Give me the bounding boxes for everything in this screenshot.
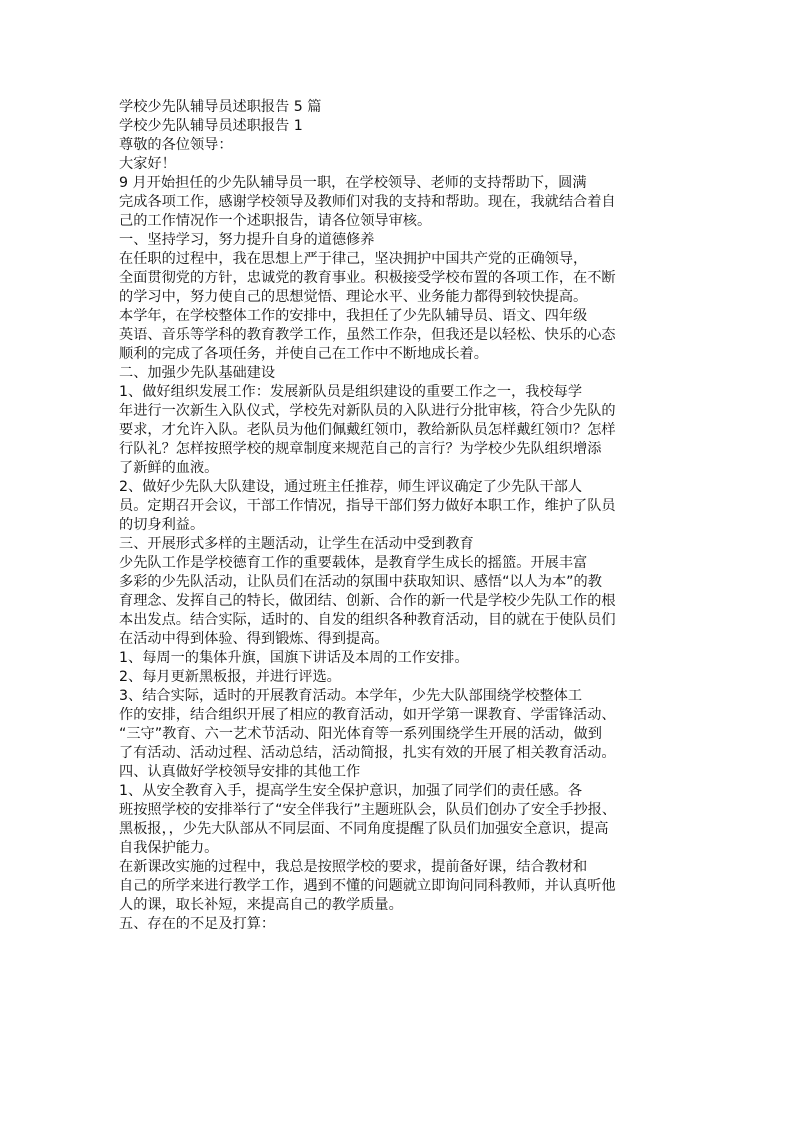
text-line: 2、做好少先队大队建设，通过班主任推荐，师生评议确定了少先队干部人 [119, 479, 583, 495]
text-line: 1、做好组织发展工作：发展新队员是组织建设的重要工作之一，我校每学 [119, 384, 583, 400]
text-line: 在活动中得到体验、得到锻炼、得到提高。 [119, 631, 389, 647]
document-body [119, 98, 679, 934]
text-line: 自己的所学来进行教学工作，遇到不懂的问题就立即询问同科教师，并认真听他 [119, 878, 616, 894]
text-line: 育理念、发挥自己的特长，做团结、创新、合作的新一代是学校少先队工作的根 [119, 593, 616, 609]
text-line: 大家好！ [119, 156, 176, 172]
text-line: 在任职的过程中，我在思想上严于律己，坚决拥护中国共产党的正确领导， [119, 251, 588, 267]
text-line: 顺利的完成了各项任务，并使自己在工作中不断地成长着。 [119, 346, 488, 362]
text-line: 自我保护能力。 [119, 840, 219, 856]
text-line: 年进行一次新生入队仪式，学校先对新队员的入队进行分批审核，符合少先队的 [119, 403, 616, 419]
text-line: 本学年，在学校整体工作的安排中，我担任了少先队辅导员、语文、四年级 [119, 308, 588, 324]
text-line: 1、每周一的集体升旗，国旗下讲话及本周的工作安排。 [119, 650, 469, 666]
text-line: “三守”教育、六一艺术节活动、阳光体育等一系列围绕学生开展的活动，做到 [119, 726, 602, 742]
text-line: 在新课改实施的过程中，我总是按照学校的要求，提前备好课，结合教材和 [119, 859, 588, 875]
text-line: 了新鲜的血液。 [119, 460, 219, 476]
text-line: 班按照学校的安排举行了“安全伴我行”主题班队会，队员们创办了安全手抄报、 [119, 802, 617, 818]
text-line: 一、坚持学习，努力提升自身的道德修养 [119, 232, 375, 248]
text-line: 完成各项工作，感谢学校领导及教师们对我的支持和帮助。现在，我就结合着自 [119, 194, 616, 210]
text-line: 本出发点。结合实际，适时的、自发的组织各种教育活动，目的就在于使队员们 [119, 612, 616, 628]
text-line: 的切身利益。 [119, 517, 205, 533]
text-line: 行队礼？怎样按照学校的规章制度来规范自己的言行？为学校少先队组织增添 [119, 441, 602, 457]
text-line: 作的安排，结合组织开展了相应的教育活动，如开学第一课教育、学雷锋活动、 [119, 707, 616, 723]
text-line: 全面贯彻党的方针，忠诚党的教育事业。积极接受学校布置的各项工作，在不断 [119, 270, 616, 286]
text-line: 多彩的少先队活动，让队员们在活动的氛围中获取知识、感悟“以人为本”的教 [119, 574, 602, 590]
text-line: 的学习中，努力使自己的思想觉悟、理论水平、业务能力都得到较快提高。 [119, 289, 588, 305]
text-line: 要求，才允许入队。老队员为他们佩戴红领巾，教给新队员怎样戴红领巾？怎样 [119, 422, 616, 438]
text-line: 1、从安全教育入手，提高学生安全保护意识，加强了同学们的责任感。各 [119, 783, 583, 799]
text-line: 二、加强少先队基础建设 [119, 365, 276, 381]
text-line: 英语、音乐等学科的教育教学工作，虽然工作杂，但我还是以轻松、快乐的心态 [119, 327, 616, 343]
document-title: 学校少先队辅导员述职报告 5 篇 [119, 99, 322, 115]
report-title: 学校少先队辅导员述职报告 1 [119, 118, 303, 134]
text-line: 少先队工作是学校德育工作的重要载体，是教育学生成长的摇篮。开展丰富 [119, 555, 588, 571]
text-line: 己的工作情况作一个述职报告，请各位领导审核。 [119, 213, 432, 229]
text-line: 三、开展形式多样的主题活动，让学生在活动中受到教育 [119, 536, 474, 552]
text-line: 3、结合实际，适时的开展教育活动。本学年，少先大队部围绕学校整体工 [119, 688, 583, 704]
text-line: 四、认真做好学校领导安排的其他工作 [119, 764, 361, 780]
text-line: 五、存在的不足及打算： [119, 916, 276, 932]
text-line: 了有活动、活动过程、活动总结，活动简报，扎实有效的开展了相关教育活动。 [119, 745, 616, 761]
text-line: 黑板报，，少先大队部从不同层面、不同角度提醒了队员们加强安全意识，提高 [119, 821, 609, 837]
text-line: 员。定期召开会议，干部工作情况，指导干部们努力做好本职工作，维护了队员 [119, 498, 616, 514]
text-line: 9 月开始担任的少先队辅导员一职，在学校领导、老师的支持帮助下，圆满 [119, 175, 587, 191]
text-line: 人的课，取长补短，来提高自己的教学质量。 [119, 897, 403, 913]
text-line: 尊敬的各位领导： [119, 137, 233, 153]
text-line: 2、每月更新黑板报，并进行评选。 [119, 669, 341, 685]
